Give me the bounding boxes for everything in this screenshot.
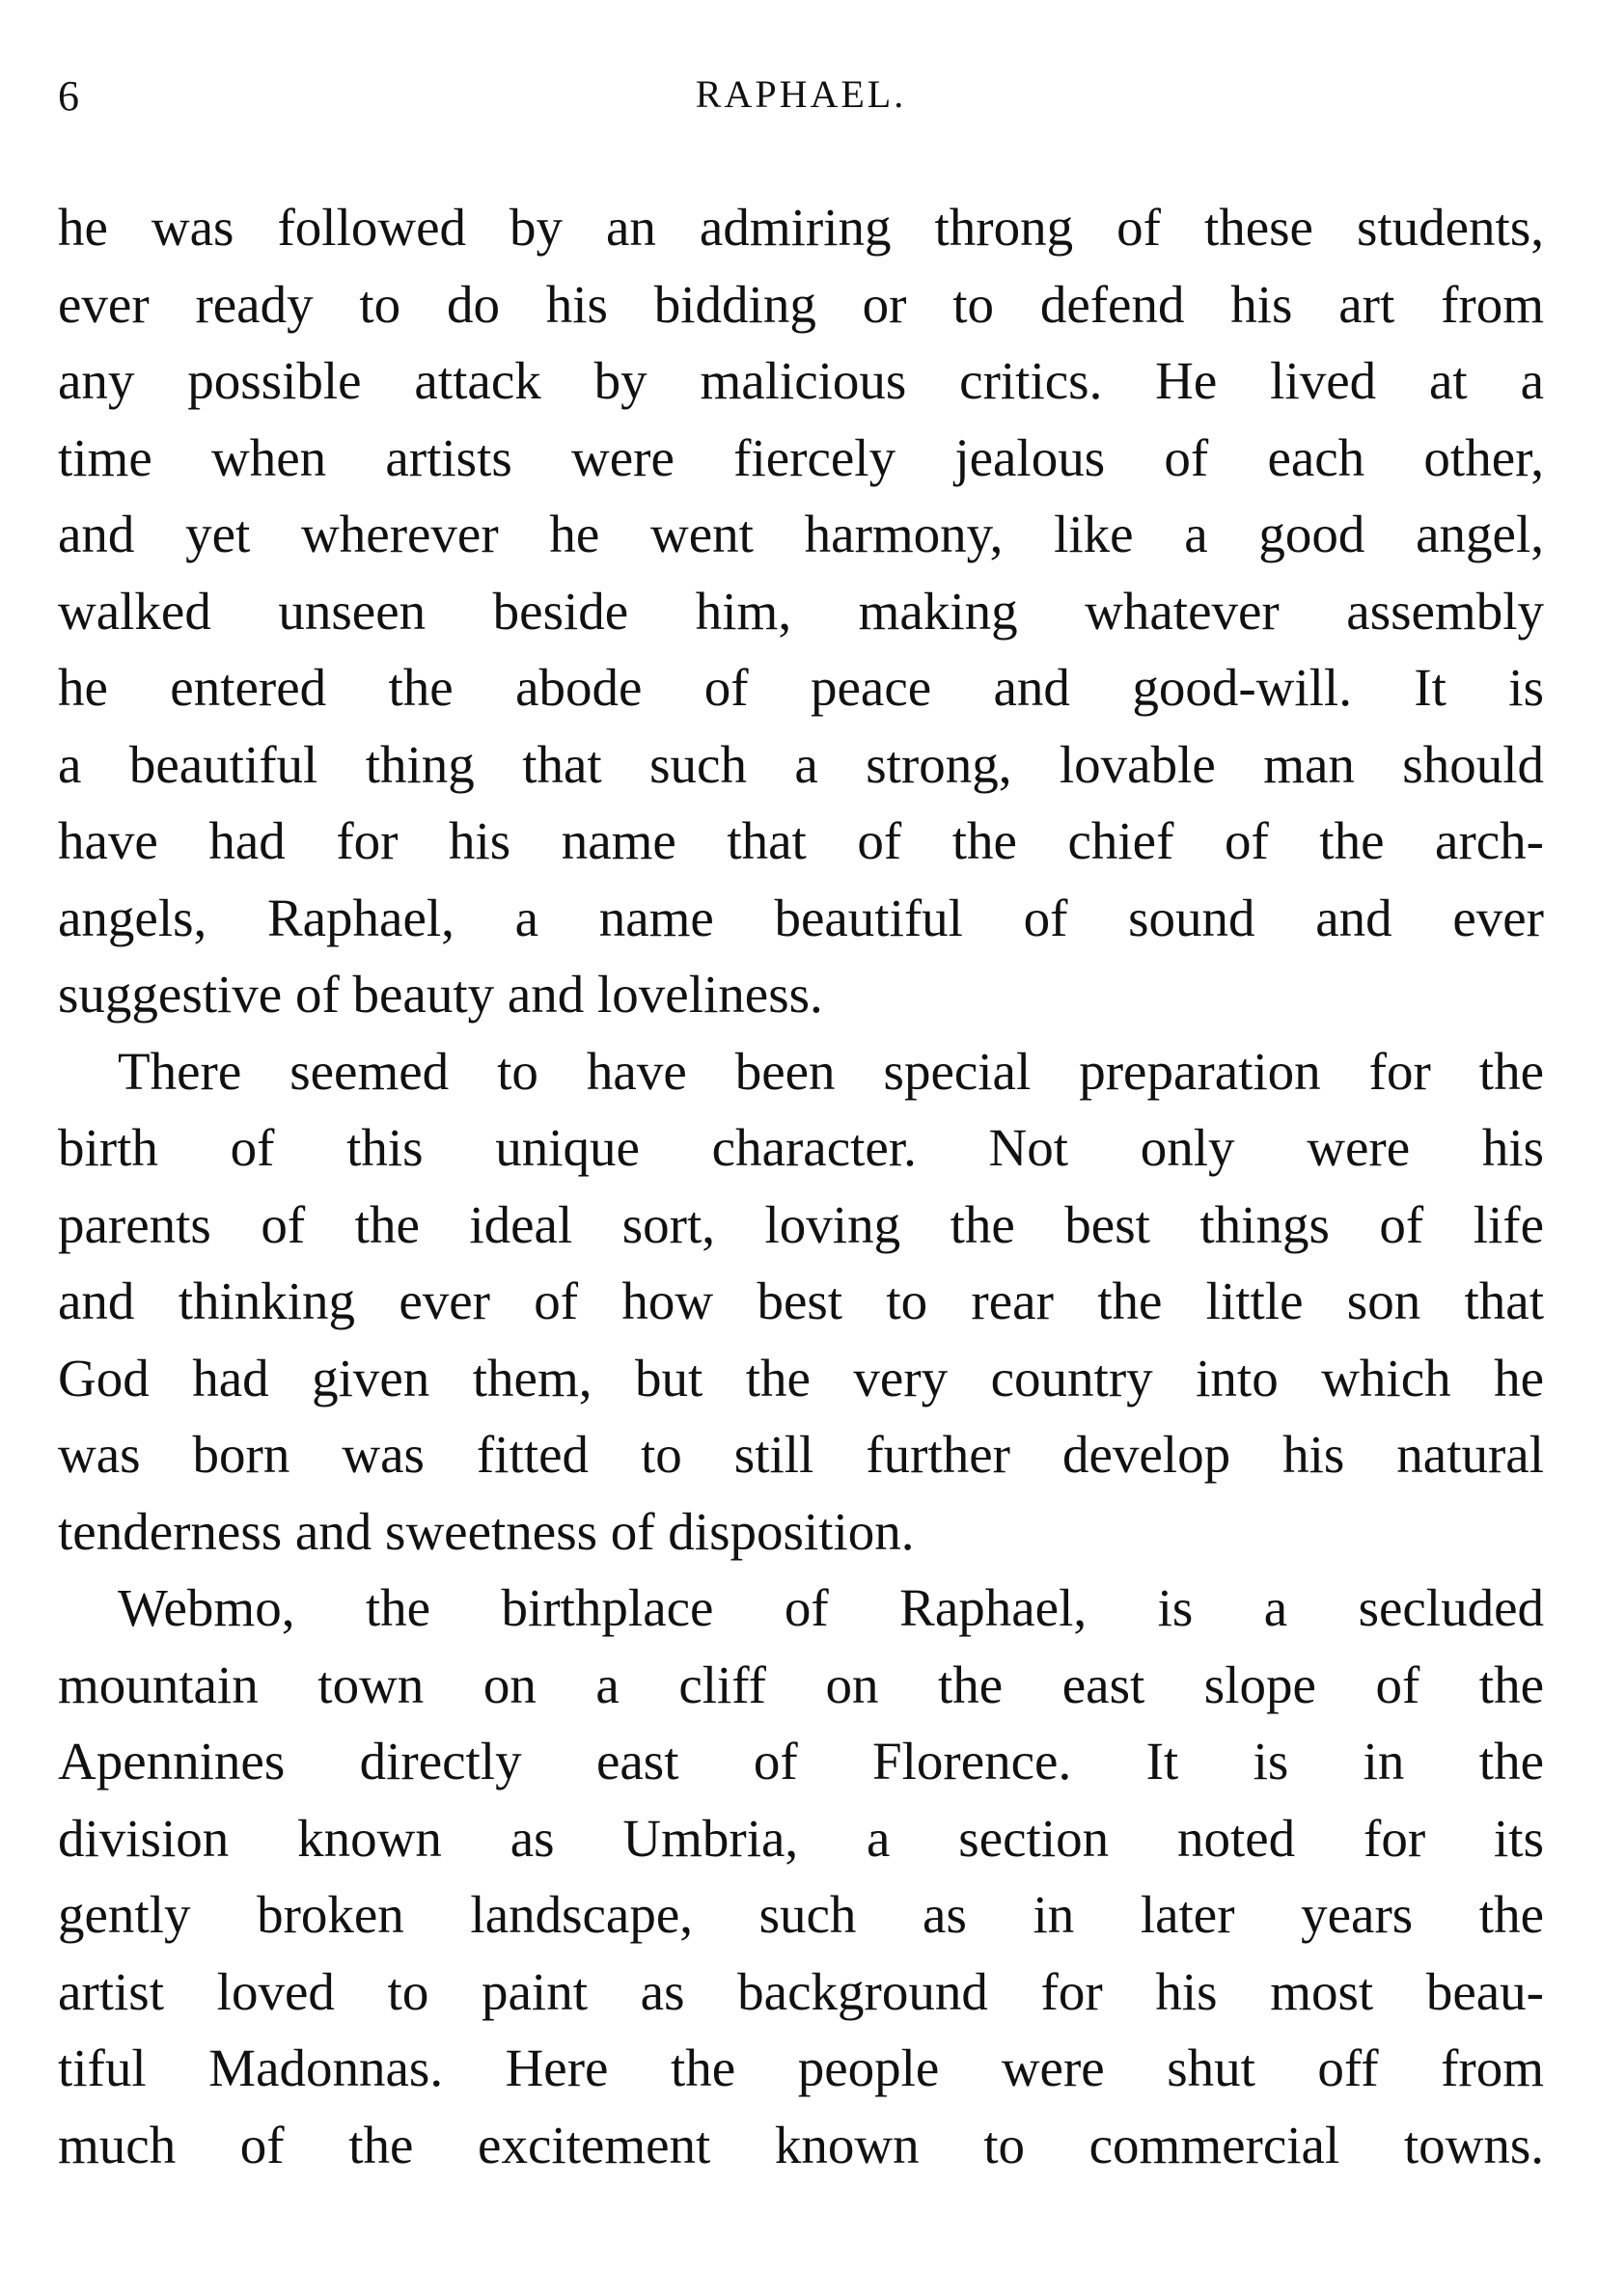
text-line: God had given them, but the very country into which he (58, 1348, 1544, 1408)
paragraph-1 (58, 189, 1544, 1033)
text-line: he was followed by an admiring throng of these students, (58, 198, 1544, 257)
text-line: mountain town on a cliff on the east slope of the (58, 1654, 1544, 1714)
text-line: tiful Madonnas. Here the people were shut off from (58, 2038, 1544, 2097)
text-line: much of the excitement known to commercial towns. (58, 2115, 1544, 2174)
text-line: angels, Raphael, a name beautiful of sound and ever (58, 888, 1544, 947)
paragraph-3 (58, 1570, 1544, 2183)
running-head (58, 69, 1544, 127)
text-line: birth of this unique character. Not only were his (58, 1118, 1544, 1177)
body-text (58, 189, 1544, 2183)
text-line: time when artists were fiercely jealous of each other, (58, 427, 1544, 487)
page-number: 6 (58, 72, 79, 120)
text-line: a beautiful thing that such a strong, lovable man should (58, 734, 1544, 794)
text-line: any possible attack by malicious critics. He lived at a (58, 351, 1544, 410)
text-line: have had for his name that of the chief of the arch- (58, 811, 1544, 870)
text-line: was born was fitted to still further develop his natural (58, 1425, 1544, 1484)
text-line: parents of the ideal sort, loving the best things of life (58, 1194, 1544, 1254)
text-line: and yet wherever he went harmony, like a good angel, (58, 505, 1544, 563)
text-line: Webmo, the birthplace of Raphael, is a secluded (118, 1578, 1544, 1637)
text-line: artist loved to paint as background for his most beau- (58, 1961, 1544, 2021)
text-line: gently broken landscape, such as in later years the (58, 1885, 1544, 1944)
text-line: There seemed to have been special preparation for the (118, 1041, 1544, 1101)
text-line: he entered the abode of peace and good-will. It is (58, 658, 1544, 717)
running-title: RAPHAEL. (695, 72, 907, 116)
text-line: Apennines directly east of Florence. It is in the (58, 1732, 1544, 1790)
text-line: division known as Umbria, a section noted for its (58, 1808, 1544, 1868)
text-line: tenderness and sweetness of disposition. (58, 1501, 915, 1561)
text-line: ever ready to do his bidding or to defend his art from (58, 274, 1544, 334)
text-line: walked unseen beside him, making whatever assembly (58, 581, 1544, 641)
text-line: and thinking ever of how best to rear the little son that (58, 1271, 1544, 1330)
paragraph-2 (58, 1033, 1544, 1571)
text-line: suggestive of beauty and loveliness. (58, 965, 823, 1024)
